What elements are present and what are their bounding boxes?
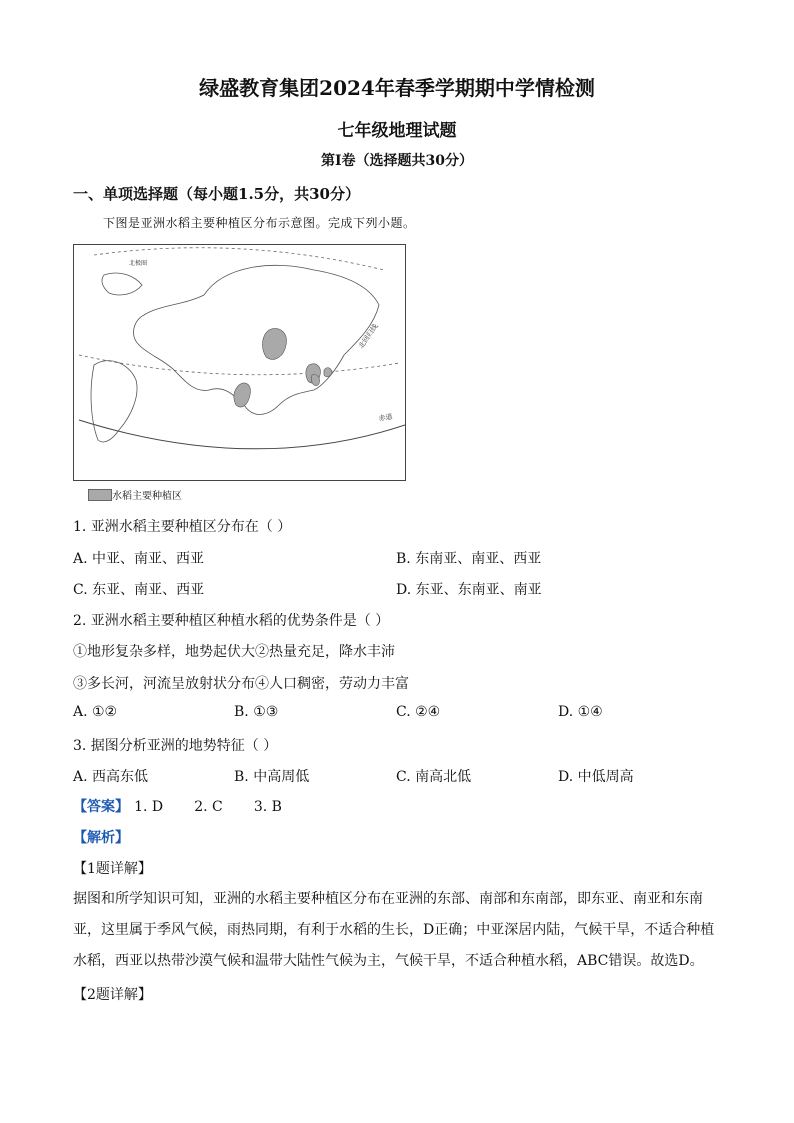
arctic-label: 北极圈 [129, 260, 148, 267]
legend-label: 水稻主要种植区 [112, 491, 182, 502]
answer-row [73, 796, 282, 816]
question-2-option-d: D. ①④ [558, 704, 603, 720]
equator-label: 赤道 [377, 412, 394, 423]
question-2-stem: 2. 亚洲水稻主要种植区种植水稻的优势条件是（ ） [73, 613, 390, 629]
question-2-conditions-1: ①地形复杂多样，地势起伏大②热量充足，降水丰沛 [73, 644, 395, 660]
exam-subtitle: 七年级地理试题 [337, 121, 457, 141]
question-1-stem: 1. 亚洲水稻主要种植区分布在（ ） [73, 519, 292, 535]
question-2-option-a: A. ①② [73, 704, 118, 720]
tropic-line [79, 355, 399, 375]
europe-outline [102, 273, 142, 295]
question-1-option-a: A. 中亚、南亚、西亚 [73, 551, 205, 567]
question-1-option-c: C. 东亚、南亚、西亚 [73, 582, 205, 598]
asia-rice-map [73, 244, 406, 481]
question-1-option-b: B. 东南亚、南亚、西亚 [396, 551, 542, 567]
answer-3: 3. B [253, 799, 282, 815]
legend-swatch [88, 489, 112, 501]
map-drawing [74, 245, 405, 480]
answer-tag: 【答案】 [73, 799, 129, 815]
question-1-option-d: D. 东亚、东南亚、南亚 [396, 582, 542, 598]
volume-heading: 第Ⅰ卷（选择题共30分） [320, 153, 474, 169]
question-2-option-c: C. ②④ [396, 704, 441, 720]
exam-title: 绿盛教育集团2024年春季学期期中学情检测 [199, 76, 595, 100]
q2-analysis-heading: 【2题详解】 [73, 987, 152, 1003]
question-2-option-b: B. ①③ [234, 704, 279, 720]
question-3-option-a: A. 西高东低 [73, 769, 149, 785]
question-3-stem: 3. 据图分析亚洲的地势特征（ ） [73, 738, 278, 754]
answer-2: 2. C [194, 799, 223, 815]
question-2-conditions-2: ③多长河，河流呈放射状分布④人口稠密，劳动力丰富 [73, 676, 409, 692]
asia-outline [134, 265, 379, 414]
question-3-option-d: D. 中低周高 [558, 769, 634, 785]
question-intro: 下图是亚洲水稻主要种植区分布示意图。完成下列小题。 [103, 216, 416, 230]
q1-analysis-body: 据图和所学知识可知，亚洲的水稻主要种植区分布在亚洲的东部、南部和东南部，即东亚、南亚和东南亚，这里属于季风气候，雨热同期，有利于水稻的生长，D正确；中亚深居内陆，气候干旱，不适合种植水稻，西亚以热带沙漠气候和温带大陆性气候为主，气候干旱，不适合种植水稻，ABC错误。故选D。 [73, 891, 715, 969]
rice-area-south [234, 383, 251, 407]
tropic-label: 北回归线 [357, 322, 380, 351]
section-heading: 一、单项选择题（每小题1.5分，共30分） [73, 185, 360, 203]
rice-area-india [262, 328, 286, 359]
answer-1: 1. D [134, 799, 164, 815]
q1-analysis-heading: 【1题详解】 [73, 861, 152, 877]
question-3-option-b: B. 中高周低 [234, 769, 310, 785]
question-3-option-c: C. 南高北低 [396, 769, 472, 785]
equator-line [79, 420, 405, 449]
analysis-tag: 【解析】 [73, 830, 129, 846]
